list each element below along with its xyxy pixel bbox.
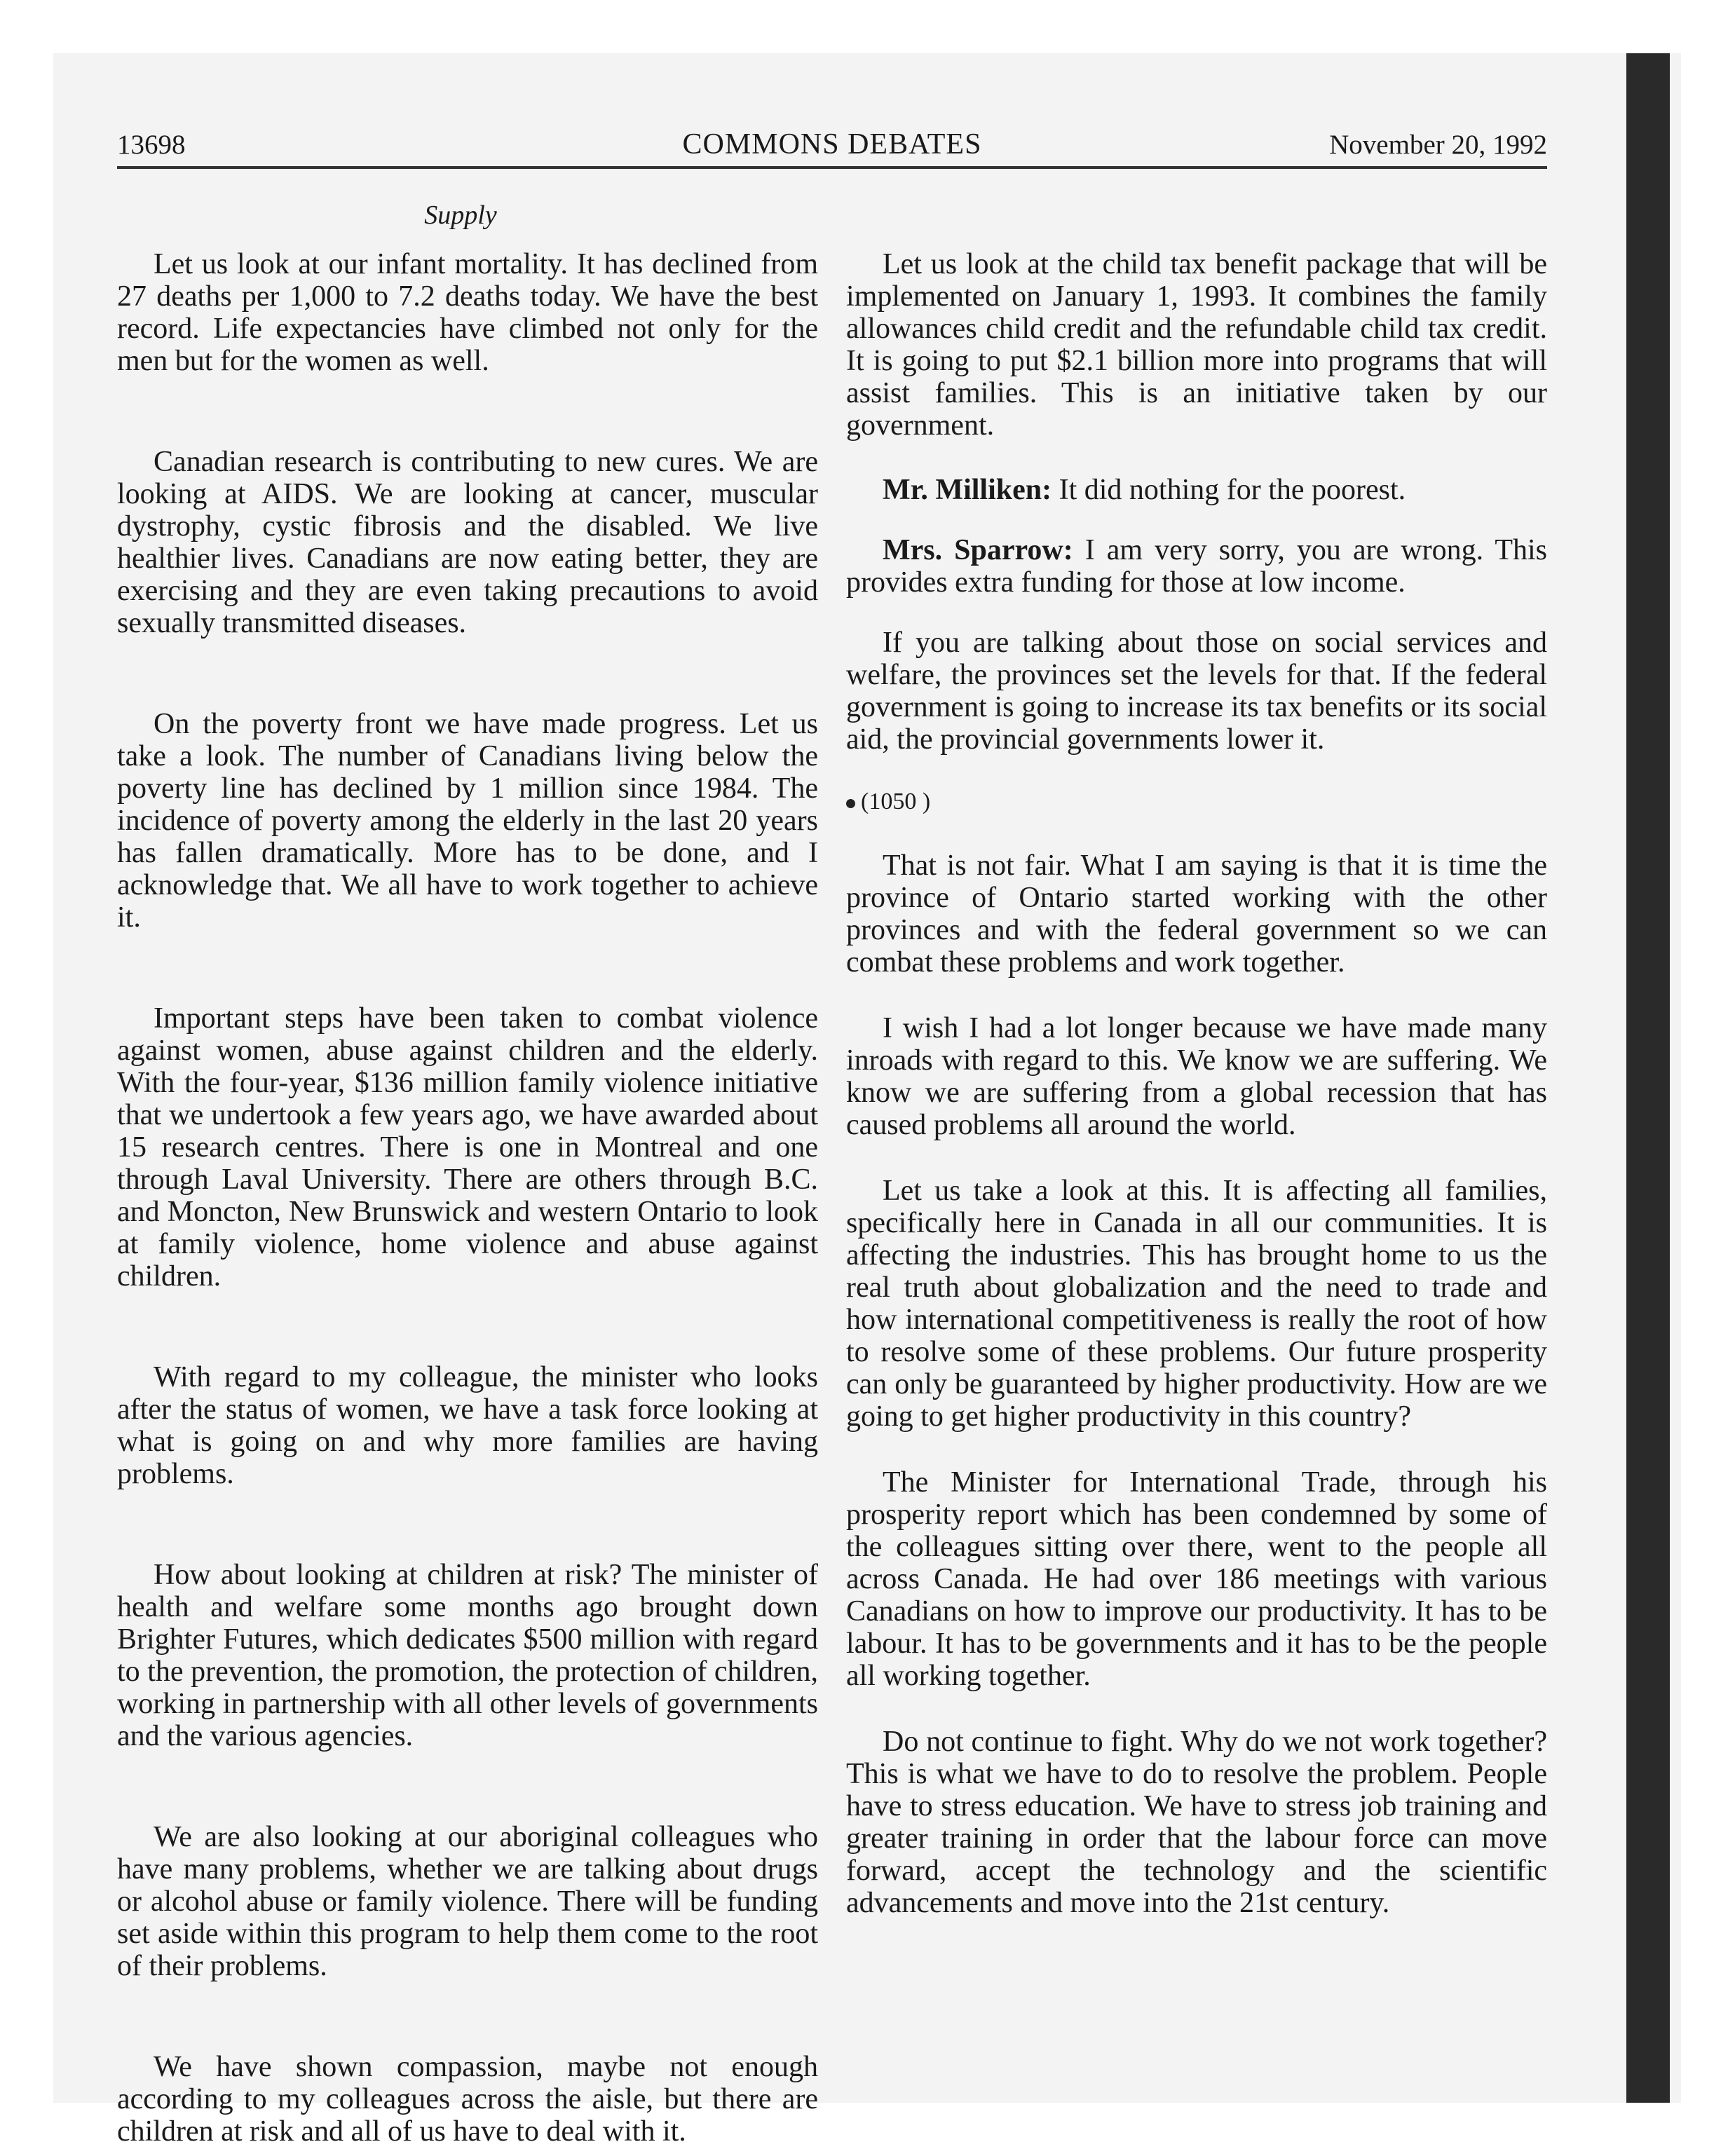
speaker-name: Mrs. Sparrow: xyxy=(883,534,1073,566)
speech-milliken xyxy=(846,474,1547,506)
paragraph: Let us look at our infant mortality. It has declined from 27 deaths per 1,000 to 7.2 deaths today. We have the best record. Life expectancies have climbed not only for the men but for the women as well. xyxy=(117,248,818,377)
section-label: Supply xyxy=(424,200,497,230)
publication-date: November 20, 1992 xyxy=(1329,130,1547,160)
paragraph: If you are talking about those on social services and welfare, the provinces set the levels for that. If the federal government is going to increase its tax benefits or its social aid, the provincial governments lower it. xyxy=(846,627,1547,756)
speaker-name: Mr. Milliken: xyxy=(883,474,1052,506)
paragraph: Important steps have been taken to combat violence against women, abuse against children and the elderly. With the four-year, $136 million family violence initiative that we undertook a few years ago, we have awarded about 15 research centres. There is one in Montreal and one through Laval University. There are others through B.C. and Moncton, New Brunswick and western Ontario to look at family violence, home violence and abuse against children. xyxy=(117,1002,818,1292)
bullet-icon xyxy=(846,799,855,808)
speech-sparrow xyxy=(846,534,1547,599)
paragraph: Do not continue to fight. Why do we not work together? This is what we have to do to resolve the problem. People have to stress education. We have to stress job training and greater training in order that the labour force can move forward, accept the technology and the scientific advancements and move into the 21st century. xyxy=(846,1726,1547,1919)
header-rule xyxy=(117,166,1547,169)
paragraph: We are also looking at our aboriginal colleagues who have many problems, whether we are talking about drugs or alcohol abuse or family violence. There will be funding set aside within this program to help them come to the root of their problems. xyxy=(117,1821,818,1982)
paragraph: Let us take a look at this. It is affecting all families, specifically here in Canada in all our communities. It is affecting the industries. This has brought home to us the real truth about globalization and the need to trade and how international competitiveness is really the root of how to resolve some of these problems. Our future prosperity can only be guaranteed by higher productivity. How are we going to get higher productivity in this country? xyxy=(846,1175,1547,1433)
paragraph: On the poverty front we have made progress. Let us take a look. The number of Canadians living below the poverty line has declined by 1 million since 1984. The incidence of poverty among the elderly in the last 20 years has fallen dramatically. More has to be done, and I acknowledge that. We all have to work together to achieve it. xyxy=(117,708,818,934)
publication-title: COMMONS DEBATES xyxy=(682,128,982,161)
paragraph: With regard to my colleague, the minister who looks after the status of women, we have a task force looking at what is going on and why more families are having problems. xyxy=(117,1361,818,1490)
speech-text: I am very sorry, you are wrong. This provides extra funding for those at low income. xyxy=(846,534,1548,599)
page-number: 13698 xyxy=(117,130,186,160)
paragraph: The Minister for International Trade, through his prosperity report which has been condemned by some of the colleagues sitting over there, went to the people all across Canada. He had over 186 meetings with various Canadians on how to improve our productivity. It has to be labour. It has to be governments and it has to be the people all working together. xyxy=(846,1466,1547,1692)
paragraph: We have shown compassion, maybe not enough according to my colleagues across the aisle, but there are children at risk and all of us have to deal with it. xyxy=(117,2051,818,2148)
left-column xyxy=(117,248,818,2148)
time-marker xyxy=(846,788,1547,816)
page-header xyxy=(117,123,1547,165)
scan-edge-shadow xyxy=(1626,53,1670,2103)
paragraph: Canadian research is contributing to new cures. We are looking at AIDS. We are looking at cancer, muscular dystrophy, cystic fibrosis and the disabled. We live healthier lives. Canadians are now eating better, they are exercising and they are even taking precautions to avoid sexually transmitted diseases. xyxy=(117,446,818,639)
paragraph: I wish I had a lot longer because we have made many inroads with regard to this. We know we are suffering. We know we are suffering from a global recession that has caused problems all around the world. xyxy=(846,1012,1547,1141)
paragraph: Let us look at the child tax benefit package that will be implemented on January 1, 1993. It combines the family allowances child credit and the refundable child tax credit. It is going to put $2.1 billion more into programs that will assist families. This is an initiative taken by our government. xyxy=(846,248,1547,442)
speech-text: It did nothing for the poorest. xyxy=(1052,474,1406,506)
right-column xyxy=(846,248,1547,1953)
paragraph: How about looking at children at risk? The minister of health and welfare some months ago brought down Brighter Futures, which dedicates $500 million with regard to the prevention, the promotion, the protection of children, working in partnership with all other levels of governments and the various agencies. xyxy=(117,1559,818,1752)
time-marker-text: (1050 ) xyxy=(861,789,931,814)
paragraph: That is not fair. What I am saying is that it is time the province of Ontario started working with the other provinces and with the federal government so we can combat these problems and work together. xyxy=(846,850,1547,978)
